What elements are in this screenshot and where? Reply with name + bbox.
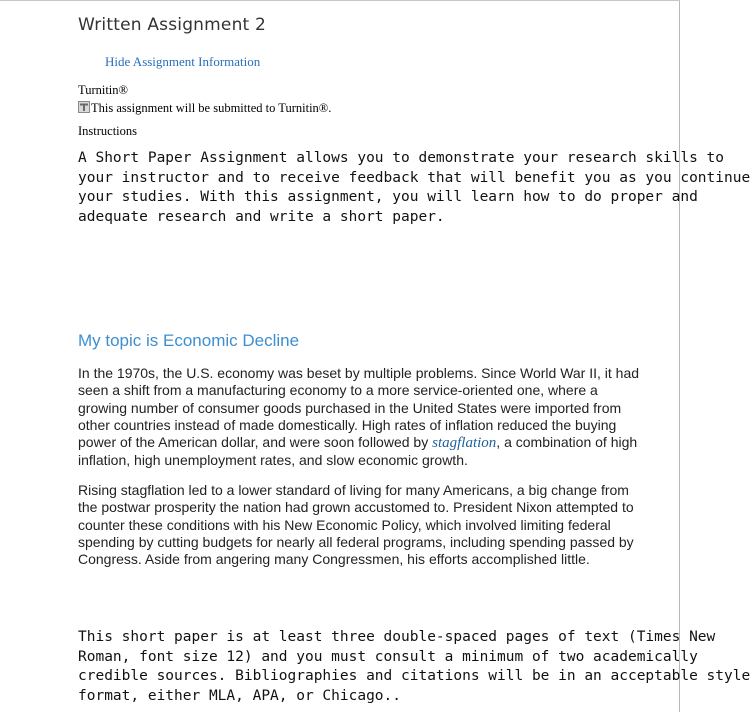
turnitin-icon	[78, 101, 90, 113]
intro-line: your studies. With this assignment, you will learn how to do proper and	[78, 189, 698, 205]
intro-line: adequate research and write a short paper.	[78, 208, 445, 225]
hide-assignment-info-link[interactable]: Hide Assignment Information	[105, 54, 261, 69]
paragraph-line: the postwar prosperity the nation had grown accustomed to. President Nixon attempted to	[78, 499, 634, 516]
intro-paragraph	[78, 149, 750, 227]
topic-paragraph-1	[78, 365, 639, 470]
closing-line: format, either MLA, APA, or Chicago..	[78, 687, 402, 704]
paragraph-line: growing number of consumer goods purchased in the United States were imported from	[78, 399, 622, 416]
paragraph-line	[78, 434, 639, 452]
intro-line: your instructor and to receive feedback that will benefit you as you continue	[78, 169, 750, 186]
closing-line: This short paper is at least three double-spaced pages of text (Times New	[78, 629, 716, 645]
paragraph-line: In the 1970s, the U.S. economy was beset by multiple problems. Since World War II, it had	[78, 365, 640, 381]
paragraph-line: seen a shift from a manufacturing economy to a more service-oriented one, where a	[78, 382, 598, 399]
closing-line: Roman, font size 12) and you must consult a minimum of two academically	[78, 648, 698, 665]
turnitin-note-text: This assignment will be submitted to Turnitin®.	[91, 101, 332, 115]
paragraph-line: counter these conditions with his New Economic Policy, which involved limiting federal	[78, 516, 611, 533]
turnitin-label: Turnitin®	[78, 83, 129, 97]
intro-line: A Short Paper Assignment allows you to demonstrate your research skills to	[78, 150, 725, 166]
paragraph-line: other countries instead of made domestically. High rates of inflation reduced the buying	[78, 416, 617, 433]
paragraph-line: spending by cutting budgets for nearly all federal programs, including spending passed by	[78, 533, 634, 550]
topic-heading: My topic is Economic Decline	[78, 331, 300, 350]
line-text: , a combination of high	[496, 434, 638, 451]
paragraph-line: Congress. Aside from angering many Congressmen, his efforts accomplished little.	[78, 551, 590, 568]
instructions-label: Instructions	[78, 124, 138, 138]
closing-line: credible sources. Bibliographies and citations will be in an acceptable style	[78, 668, 750, 684]
paragraph-line: inflation, high unemployment rates, and slow economic growth.	[78, 452, 468, 469]
paragraph-line: Rising stagflation led to a lower standard of living for many Americans, a big change from	[78, 482, 629, 498]
page-title: Written Assignment 2	[78, 15, 267, 35]
line-text: power of the American dollar, and were soon followed by	[78, 434, 433, 451]
turnitin-note	[78, 101, 331, 116]
closing-paragraph	[78, 628, 750, 706]
page-edge	[679, 1, 680, 712]
topic-paragraph-2	[78, 482, 634, 568]
stagflation-term: stagflation	[432, 435, 497, 452]
